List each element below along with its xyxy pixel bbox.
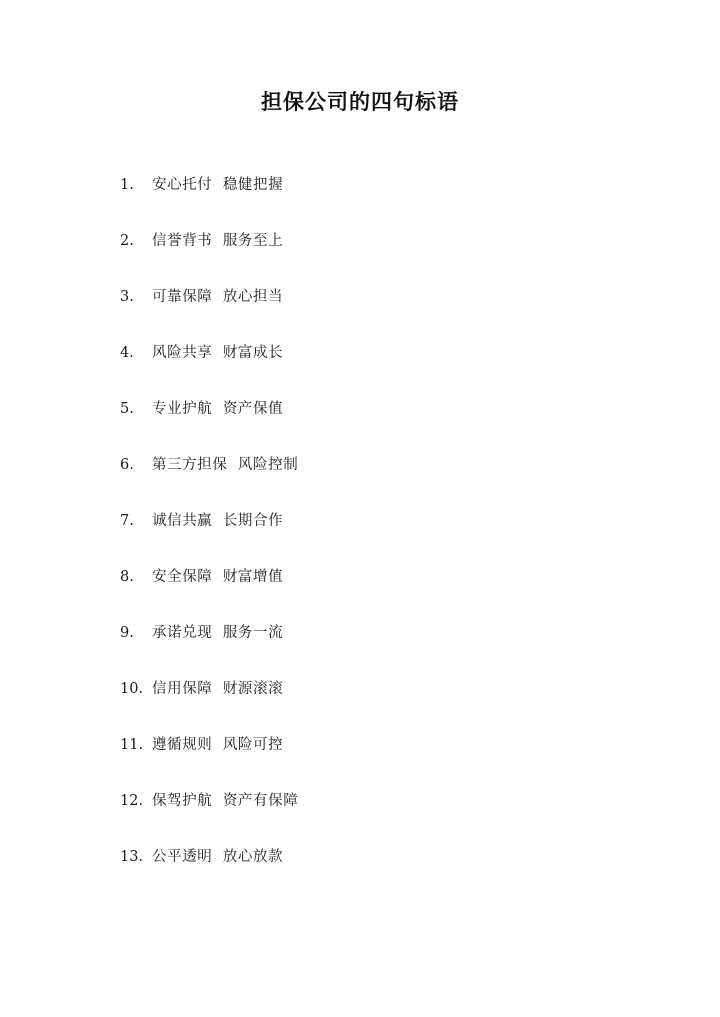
list-item-text: 安心托付 稳健把握 bbox=[152, 177, 284, 193]
list-item-index: 13. bbox=[120, 849, 144, 865]
list-item-text: 第三方担保 风险控制 bbox=[152, 457, 299, 473]
list-item bbox=[0, 682, 720, 738]
list-item-text: 承诺兑现 服务一流 bbox=[152, 625, 284, 641]
list-item-index: 2. bbox=[120, 233, 134, 249]
list-item-text: 保驾护航 资产有保障 bbox=[152, 793, 299, 809]
list-item bbox=[0, 794, 720, 850]
list-item bbox=[0, 178, 720, 234]
list-item-text: 诚信共赢 长期合作 bbox=[152, 513, 284, 529]
list-item bbox=[0, 850, 720, 906]
list-item-text: 遵循规则 风险可控 bbox=[152, 737, 284, 753]
list-item-index: 11. bbox=[120, 737, 144, 753]
list-item bbox=[0, 290, 720, 346]
list-item-text: 公平透明 放心放款 bbox=[152, 849, 284, 865]
list-item-index: 3. bbox=[120, 289, 134, 305]
list-item bbox=[0, 626, 720, 682]
list-item bbox=[0, 346, 720, 402]
list-item-index: 9. bbox=[120, 625, 134, 641]
list-item-text: 风险共享 财富成长 bbox=[152, 345, 284, 361]
list-item-index: 8. bbox=[120, 569, 134, 585]
list-item bbox=[0, 570, 720, 626]
list-item bbox=[0, 514, 720, 570]
list-item-text: 信誉背书 服务至上 bbox=[152, 233, 284, 249]
list-item-index: 4. bbox=[120, 345, 134, 361]
list-item-index: 1. bbox=[120, 177, 134, 193]
list-item bbox=[0, 458, 720, 514]
list-item-index: 10. bbox=[120, 681, 144, 697]
list-item-index: 7. bbox=[120, 513, 134, 529]
slogan-list bbox=[0, 178, 720, 906]
list-item-text: 安全保障 财富增值 bbox=[152, 569, 284, 585]
list-item bbox=[0, 402, 720, 458]
list-item-text: 专业护航 资产保值 bbox=[152, 401, 284, 417]
list-item-index: 5. bbox=[120, 401, 134, 417]
list-item-index: 12. bbox=[120, 793, 144, 809]
list-item-text: 信用保障 财源滚滚 bbox=[152, 681, 284, 697]
list-item bbox=[0, 234, 720, 290]
list-item bbox=[0, 738, 720, 794]
page-title: 担保公司的四句标语 bbox=[261, 89, 459, 114]
list-item-index: 6. bbox=[120, 457, 134, 473]
list-item-text: 可靠保障 放心担当 bbox=[152, 289, 284, 305]
